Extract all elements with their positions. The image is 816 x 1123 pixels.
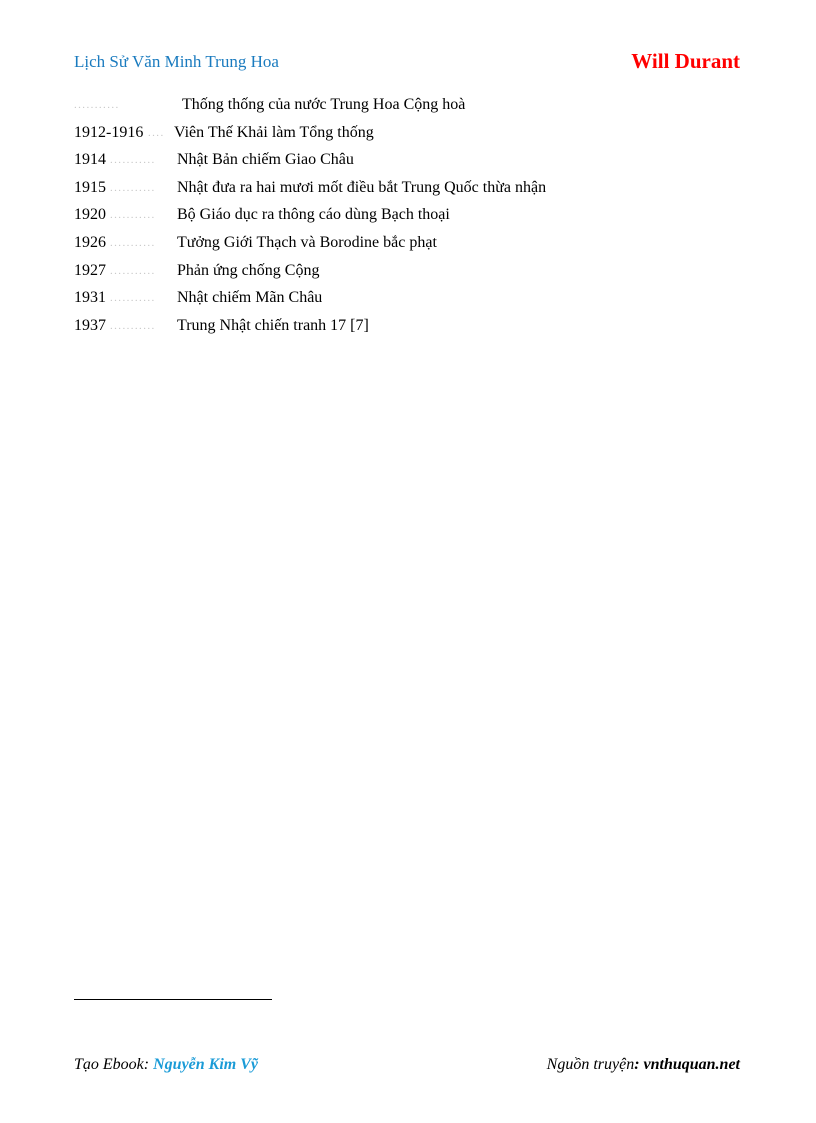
book-title: Lịch Sử Văn Minh Trung Hoa: [74, 52, 279, 71]
author-name: Will Durant: [631, 49, 740, 73]
timeline-row: [74, 287, 754, 315]
timeline-year: 1931: [74, 289, 106, 307]
timeline-row: [74, 94, 754, 122]
timeline-year: 1915: [74, 178, 106, 196]
timeline-event: Nhật đưa ra hai mươi mốt điều bắt Trung Quốc thừa nhận: [177, 178, 547, 196]
leader-dots: ...........: [110, 181, 156, 194]
timeline-list: [74, 94, 754, 342]
leader-dots: ...........: [110, 236, 156, 249]
timeline-year: 1937: [74, 316, 106, 334]
footnote-separator: [74, 999, 272, 1000]
timeline-event: Nhật chiếm Mãn Châu: [177, 289, 323, 307]
timeline-row: [74, 204, 754, 232]
timeline-row: [74, 315, 754, 343]
ebook-creator-name: Nguyễn Kim Vỹ: [153, 1056, 258, 1073]
timeline-year: 1926: [74, 233, 106, 251]
ebook-credit: [74, 1056, 258, 1074]
timeline-row: [74, 149, 754, 177]
timeline-event: Viên Thế Khải làm Tổng thống: [174, 123, 374, 141]
leader-dots: ....: [148, 126, 165, 139]
timeline-year: 1912-1916: [74, 123, 144, 141]
source-label: Nguồn truyện: [546, 1056, 635, 1073]
leader-dots: ...........: [110, 154, 156, 167]
source-site: vnthuquan.net: [643, 1056, 740, 1073]
leader-dots: ...........: [74, 99, 120, 111]
source-separator: :: [634, 1056, 644, 1073]
timeline-row: [74, 177, 754, 205]
ebook-separator: :: [143, 1056, 154, 1073]
leader-dots: ...........: [110, 319, 156, 332]
timeline-event: Phản ứng chống Cộng: [177, 261, 320, 279]
leader-dots: ...........: [110, 209, 156, 222]
timeline-row: [74, 232, 754, 260]
timeline-event: Thống thống của nước Trung Hoa Cộng hoà: [182, 96, 466, 113]
timeline-event: Trung Nhật chiến tranh 17 [7]: [177, 316, 369, 334]
timeline-year: 1914: [74, 151, 106, 169]
timeline-year: 1920: [74, 206, 106, 224]
leader-dots: ...........: [110, 264, 156, 277]
timeline-event: Bộ Giáo dục ra thông cáo dùng Bạch thoại: [177, 206, 450, 224]
ebook-label: Tạo Ebook: [74, 1056, 144, 1073]
leader-dots: ...........: [110, 292, 156, 305]
timeline-event: Tưởng Giới Thạch và Borodine bắc phạt: [177, 233, 437, 251]
source-credit: [547, 1056, 740, 1074]
timeline-year: 1927: [74, 261, 106, 279]
timeline-row: [74, 260, 754, 288]
timeline-event: Nhật Bản chiếm Giao Châu: [177, 151, 354, 169]
timeline-row: [74, 122, 754, 150]
